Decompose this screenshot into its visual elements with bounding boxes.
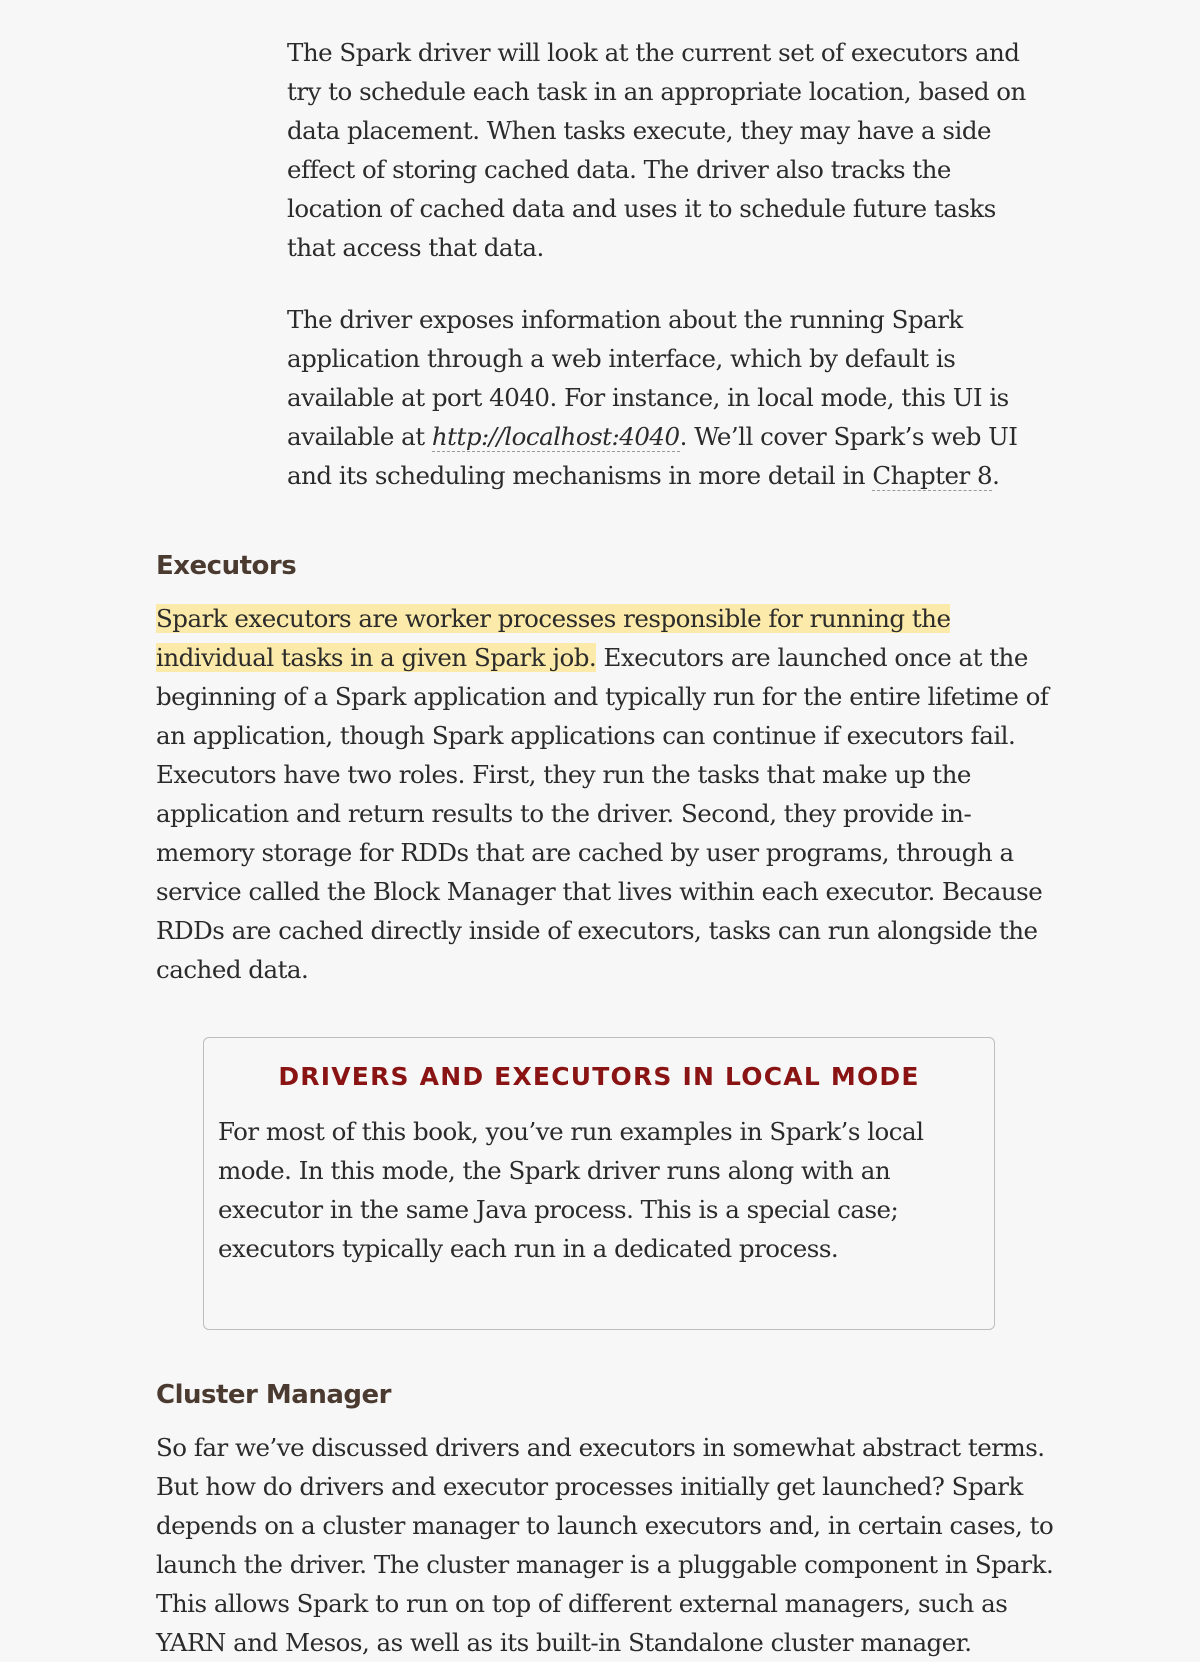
web-ui-text-between: . We’ll cover Spark’s web UI and its scheduling mechanisms in more detail in (287, 422, 1018, 490)
highlighted-text[interactable]: Spark executors are worker processes responsible for running the individual tasks in a given Spark job. (156, 604, 951, 672)
local-mode-sidebar (203, 1037, 995, 1330)
localhost-url-link[interactable]: http://localhost:4040 (431, 422, 680, 451)
web-ui-text-after: . (992, 461, 1000, 490)
executors-paragraph (156, 599, 1056, 989)
executors-heading: Executors (156, 551, 297, 581)
sidebar-body: For most of this book, you’ve run examples in Spark’s local mode. In this mode, the Spark driver runs along with an executor in the same Java process. This is a special case; executors typically each run in a dedicated process. (218, 1117, 924, 1263)
web-ui-text-before-url: The driver exposes information about the running Spark application through a web interface, which by default is available at port 4040. For instance, in local mode, this UI is available at (287, 305, 1009, 451)
cluster-manager-heading: Cluster Manager (156, 1380, 391, 1410)
chapter-8-link[interactable]: Chapter 8 (872, 461, 993, 490)
executors-text: Executors are launched once at the beginning of a Spark application and typically run for the entire lifetime of an application, though Spark applications can continue if executors fail. Executors have two roles. First, they run the tasks that make up the application and return results to the driver. Second, they provide in-memory storage for RDDs that are cached by user programs, through a service called the Block Manager that lives within each executor. Because RDDs are cached directly inside of executors, tasks can run alongside the cached data. (156, 643, 1049, 984)
web-ui-paragraph (287, 300, 1047, 495)
cluster-manager-paragraph: So far we’ve discussed drivers and executors in somewhat abstract terms. But how do drivers and executor processes initially get launched? Spark depends on a cluster manager to launch executors and, in certain cases, to launch the driver. The cluster manager is a pluggable component in Spark. This allows Spark to run on top of different external managers, such as YARN and Mesos, as well as its built-in Standalone cluster manager. (156, 1433, 1054, 1657)
sidebar-title: DRIVERS AND EXECUTORS IN LOCAL MODE (278, 1062, 920, 1091)
driver-scheduling-paragraph: The Spark driver will look at the current set of executors and try to schedule each task in an appropriate location, based on data placement. When tasks execute, they may have a side effect of storing cached data. The driver also tracks the location of cached data and uses it to schedule future tasks that access that data. (287, 38, 1026, 262)
